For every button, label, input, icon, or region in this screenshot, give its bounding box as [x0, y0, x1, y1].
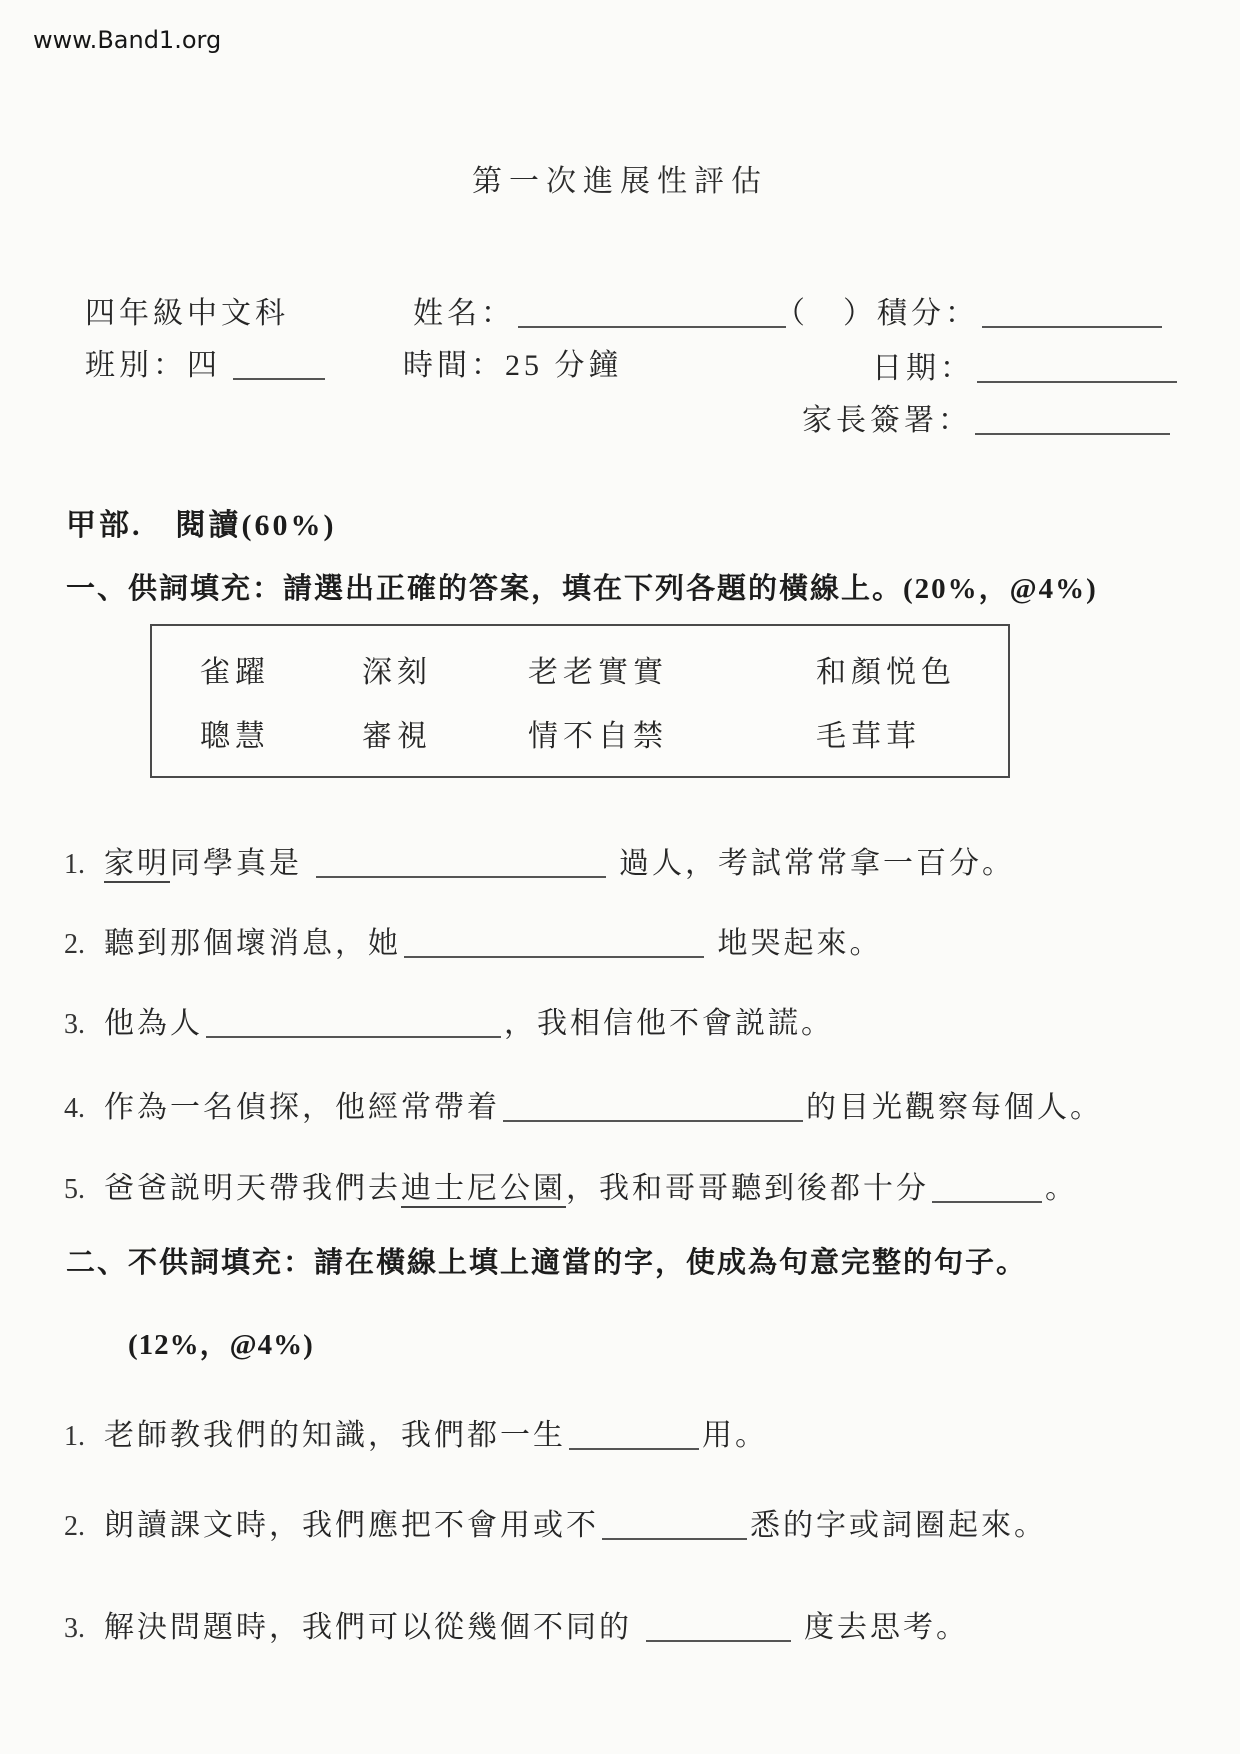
question-text: 作為一名偵探，他經常帶着	[104, 1091, 500, 1124]
underlined-term: 迪士尼公園	[401, 1172, 566, 1208]
question-number: 3.	[64, 1009, 85, 1040]
answer-blank-line	[316, 850, 606, 878]
answer-blank-line	[602, 1512, 747, 1540]
question-text: 解決問題時，我們可以從幾個不同的	[104, 1611, 643, 1644]
answer-blank-line	[404, 930, 704, 958]
question-row	[64, 1082, 1103, 1126]
question-text: 爸爸説明天帶我們去	[104, 1172, 401, 1205]
question-row	[64, 1410, 768, 1454]
question-number: 1.	[64, 849, 85, 880]
answer-blank-line	[569, 1422, 699, 1450]
question-text: 聽到那個壞消息，她	[104, 927, 401, 960]
question-row	[64, 1602, 969, 1646]
question-text: ，我和哥哥聽到後都十分	[566, 1172, 929, 1205]
class-field	[85, 340, 328, 384]
parent-sign-blank-line	[975, 407, 1170, 435]
question-text: 度去思考。	[793, 1611, 969, 1644]
word-bank-item: 情不自禁	[528, 720, 668, 754]
answer-blank-line	[932, 1175, 1042, 1203]
score-blank-line	[982, 300, 1162, 328]
question-text: 過人，考試常常拿一百分。	[608, 847, 1015, 880]
name-label: 姓名：	[413, 297, 515, 330]
question-row	[64, 918, 883, 962]
word-bank-row	[152, 647, 1008, 691]
question-text: 同學真是	[170, 847, 313, 880]
question-row	[64, 1500, 1047, 1544]
question-text: 悉的字或詞圈起來。	[750, 1509, 1047, 1542]
question-number: 2.	[64, 1511, 85, 1542]
word-bank-box	[150, 624, 1010, 778]
date-label: 日期：	[872, 352, 974, 385]
word-bank-item: 毛茸茸	[816, 720, 921, 754]
word-bank-row	[152, 711, 1008, 755]
question-text: ，我相信他不會説謊。	[504, 1007, 834, 1040]
section-a-heading: 甲部. 閱讀(60%)	[66, 509, 337, 542]
class-blank-line	[233, 352, 325, 380]
question-number: 4.	[64, 1093, 85, 1124]
question-text: 地哭起來。	[707, 927, 883, 960]
question-row	[64, 998, 834, 1042]
answer-blank-line	[503, 1094, 803, 1122]
page-title: 第一次進展性評估	[472, 165, 768, 198]
part1-instruction: 一、供詞填充：請選出正確的答案，填在下列各題的橫線上。(20%，@4%)	[66, 573, 1098, 605]
watermark-url: www.Band1.org	[33, 26, 222, 54]
parent-sign-field	[802, 395, 1173, 439]
question-text: 老師教我們的知識，我們都一生	[104, 1419, 566, 1452]
question-text: 用。	[702, 1419, 768, 1452]
date-field	[872, 343, 1180, 387]
word-bank-item: 聰慧	[200, 720, 270, 754]
answer-blank-line	[206, 1010, 501, 1038]
score-label: （ ）積分：	[775, 297, 979, 330]
question-row	[64, 838, 1015, 882]
word-bank-item: 深刻	[362, 655, 432, 689]
score-field	[775, 288, 1165, 332]
part2-instruction: 二、不供詞填充：請在橫線上填上適當的字，使成為句意完整的句子。	[66, 1247, 1028, 1279]
question-text: 他為人	[104, 1007, 203, 1040]
name-blank-line	[518, 300, 786, 328]
question-text: 的目光觀察每個人。	[806, 1091, 1103, 1124]
date-blank-line	[977, 355, 1177, 383]
question-number: 2.	[64, 929, 85, 960]
question-row	[64, 1163, 1078, 1207]
name-field	[413, 288, 789, 332]
parent-sign-label: 家長簽署：	[802, 404, 972, 437]
subject-label: 四年級中文科	[85, 297, 289, 330]
word-bank-item: 和顏悦色	[816, 655, 956, 689]
class-label: 班別：四	[85, 349, 221, 382]
part2-marks: (12%，@4%)	[128, 1329, 314, 1361]
question-text: 。	[1045, 1172, 1078, 1205]
question-text: 朗讀課文時，我們應把不會用或不	[104, 1509, 599, 1542]
question-number: 1.	[64, 1421, 85, 1452]
question-number: 5.	[64, 1174, 85, 1205]
word-bank-item: 審視	[362, 720, 432, 754]
answer-blank-line	[646, 1614, 791, 1642]
word-bank-item: 雀躍	[200, 655, 270, 689]
question-number: 3.	[64, 1613, 85, 1644]
time-label: 時間：25 分鐘	[403, 349, 623, 382]
word-bank-item: 老老實實	[528, 655, 668, 689]
underlined-term: 家明	[104, 847, 170, 883]
